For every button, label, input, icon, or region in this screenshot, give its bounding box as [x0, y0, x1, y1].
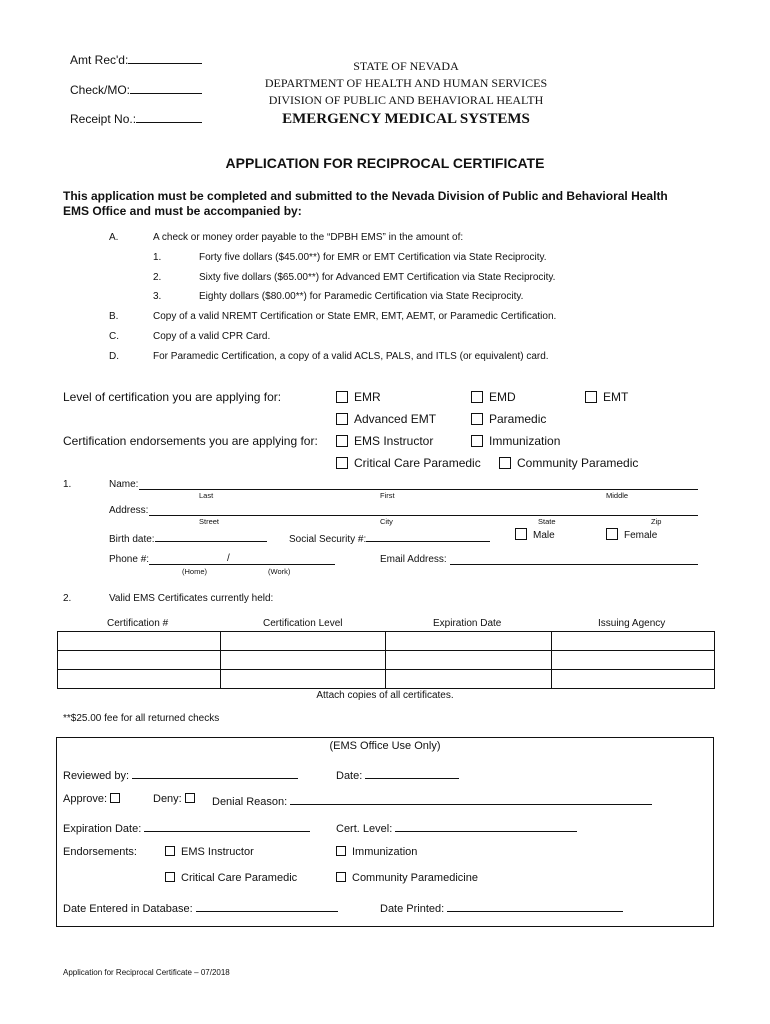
- name-last-caption: Last: [199, 491, 214, 500]
- receipt-number-field[interactable]: [70, 111, 202, 126]
- reviewed-by-label: Reviewed by:: [63, 770, 130, 782]
- intro-line-1: This application must be completed and submitted to the Nevada Division of Public and Behavioral Health: [63, 189, 668, 203]
- amt-received-field[interactable]: [70, 52, 202, 67]
- address-state-caption: State: [538, 517, 556, 526]
- agency-header: [250, 58, 562, 129]
- address-street-caption: Street: [199, 517, 220, 526]
- endorse-community-checkbox[interactable]: [499, 456, 638, 470]
- col-expiration: Expiration Date: [433, 618, 502, 629]
- req-b-text: Copy of a valid NREMT Certification or State EMR, EMT, AEMT, or Paramedic Certification.: [153, 311, 557, 322]
- col-cert-level: Certification Level: [263, 618, 343, 629]
- fee-item-num: 2.: [153, 272, 162, 283]
- checkbox-icon[interactable]: [585, 391, 597, 403]
- level-emd-label: EMD: [489, 390, 516, 404]
- table-cell[interactable]: [386, 632, 552, 651]
- req-a-text: A check or money order payable to the “DPBH EMS” in the amount of:: [153, 232, 464, 243]
- fee-item-num: 3.: [153, 291, 162, 302]
- req-a-letter: A.: [109, 232, 119, 243]
- phone-work-caption: (Work): [268, 567, 291, 576]
- check-mo-label: Check/MO:: [70, 83, 131, 97]
- office-immunization-label: Immunization: [352, 846, 418, 858]
- endorse-critical-care-label: Critical Care Paramedic: [354, 456, 481, 470]
- email-input-line[interactable]: [450, 564, 698, 565]
- ssn-label: Social Security #:: [289, 534, 367, 545]
- name-input-line[interactable]: [139, 489, 698, 490]
- review-date-line: [365, 767, 459, 779]
- review-date-field[interactable]: [336, 767, 459, 782]
- amt-received-line: [128, 52, 202, 64]
- level-paramedic-label: Paramedic: [489, 412, 547, 426]
- section-2-number: 2.: [63, 593, 72, 604]
- certificates-label: Valid EMS Certificates currently held:: [109, 593, 274, 604]
- denial-reason-line: [290, 793, 652, 805]
- office-immunization-checkbox[interactable]: [336, 846, 417, 858]
- phone-separator: /: [227, 553, 230, 564]
- office-endorsements-label: Endorsements:: [63, 846, 137, 858]
- birth-date-label: Birth date:: [109, 534, 155, 545]
- col-issuing-agency: Issuing Agency: [598, 618, 666, 629]
- checkbox-icon[interactable]: [515, 528, 527, 540]
- checkbox-icon[interactable]: [336, 435, 348, 447]
- endorse-immunization-checkbox[interactable]: [471, 434, 560, 448]
- table-row: [58, 632, 715, 651]
- table-cell[interactable]: [221, 632, 386, 651]
- office-ems-instructor-checkbox[interactable]: [165, 846, 254, 858]
- endorsements-label: Certification endorsements you are applying for:: [63, 434, 318, 448]
- address-city-caption: City: [380, 517, 393, 526]
- expiration-date-field[interactable]: [63, 820, 310, 835]
- fee-item-text: Forty five dollars ($45.00**) for EMR or EMT Certification via State Reciprocity.: [199, 252, 547, 263]
- checkbox-icon[interactable]: [606, 528, 618, 540]
- cert-level-field[interactable]: [336, 820, 577, 835]
- deny-label: Deny:: [153, 793, 182, 805]
- approve-label: Approve:: [63, 793, 108, 805]
- certificates-table: [57, 631, 715, 689]
- fee-item-num: 1.: [153, 252, 162, 263]
- office-critical-care-checkbox[interactable]: [165, 872, 297, 884]
- birth-date-field[interactable]: [109, 530, 267, 545]
- endorse-instructor-label: EMS Instructor: [354, 434, 434, 448]
- cert-level-line: [395, 820, 577, 832]
- req-d-letter: D.: [109, 351, 119, 362]
- level-paramedic-checkbox[interactable]: [471, 412, 546, 426]
- req-d-text: For Paramedic Certification, a copy of a valid ACLS, PALS, and ITLS (or equivalent) card.: [153, 351, 549, 362]
- denial-reason-field[interactable]: [212, 793, 652, 808]
- level-aemt-label: Advanced EMT: [354, 412, 437, 426]
- gender-male-checkbox[interactable]: [515, 528, 555, 541]
- fee-item-text: Eighty dollars ($80.00**) for Paramedic Certification via State Reciprocity.: [199, 291, 524, 302]
- date-entered-label: Date Entered in Database:: [63, 903, 193, 915]
- office-use-title: (EMS Office Use Only): [329, 740, 441, 752]
- intro-line-2: EMS Office and must be accompanied by:: [63, 204, 302, 218]
- checkbox-icon[interactable]: [471, 413, 483, 425]
- address-zip-caption: Zip: [651, 517, 662, 526]
- checkbox-icon[interactable]: [336, 872, 346, 882]
- checkbox-icon[interactable]: [471, 435, 483, 447]
- office-ems-instructor-label: EMS Instructor: [181, 846, 254, 858]
- returned-check-fee-note: **$25.00 fee for all returned checks: [63, 713, 220, 724]
- reviewed-by-field[interactable]: [63, 767, 298, 782]
- attach-note: Attach copies of all certificates.: [316, 690, 454, 701]
- level-emr-checkbox[interactable]: [336, 390, 381, 404]
- table-cell[interactable]: [58, 651, 221, 670]
- deny-field[interactable]: [153, 793, 201, 805]
- col-cert-number: Certification #: [107, 618, 169, 629]
- endorse-instructor-checkbox[interactable]: [336, 434, 433, 448]
- table-row: [58, 651, 715, 670]
- checkbox-icon[interactable]: [336, 457, 348, 469]
- name-label: Name:: [109, 479, 139, 490]
- denial-reason-label: Denial Reason:: [212, 796, 288, 808]
- table-cell[interactable]: [552, 670, 715, 689]
- level-label: Level of certification you are applying for:: [63, 390, 282, 404]
- req-c-letter: C.: [109, 331, 119, 342]
- address-input-line[interactable]: [149, 515, 698, 516]
- checkbox-icon[interactable]: [165, 872, 175, 882]
- expiration-date-line: [144, 820, 310, 832]
- ssn-field[interactable]: [289, 530, 490, 545]
- check-mo-line: [130, 82, 202, 94]
- division-name: DIVISION OF PUBLIC AND BEHAVIORAL HEALTH: [268, 93, 544, 107]
- table-cell[interactable]: [221, 670, 386, 689]
- req-b-letter: B.: [109, 311, 119, 322]
- deny-checkbox[interactable]: [185, 793, 195, 803]
- page-title: APPLICATION FOR RECIPROCAL CERTIFICATE: [225, 155, 545, 171]
- reviewed-by-line: [132, 767, 298, 779]
- gender-female-checkbox[interactable]: [606, 528, 657, 541]
- level-aemt-checkbox[interactable]: [336, 412, 436, 426]
- table-cell[interactable]: [386, 651, 552, 670]
- table-cell[interactable]: [221, 651, 386, 670]
- req-c-text: Copy of a valid CPR Card.: [153, 331, 271, 342]
- table-cell[interactable]: [386, 670, 552, 689]
- endorse-immunization-label: Immunization: [489, 434, 561, 448]
- checkbox-icon[interactable]: [336, 413, 348, 425]
- table-row: [58, 670, 715, 689]
- ssn-line: [366, 530, 490, 542]
- date-printed-field[interactable]: [380, 900, 623, 915]
- table-cell[interactable]: [58, 632, 221, 651]
- date-entered-line: [196, 900, 338, 912]
- expiration-date-label: Expiration Date:: [63, 823, 142, 835]
- birth-date-line: [155, 530, 267, 542]
- receipt-number-label: Receipt No.:: [70, 112, 137, 126]
- table-cell[interactable]: [58, 670, 221, 689]
- endorse-critical-care-checkbox[interactable]: [336, 456, 481, 470]
- checkbox-icon[interactable]: [336, 391, 348, 403]
- office-critical-care-label: Critical Care Paramedic: [181, 872, 298, 884]
- approve-checkbox[interactable]: [110, 793, 120, 803]
- review-date-label: Date:: [336, 770, 363, 782]
- table-cell[interactable]: [552, 632, 715, 651]
- office-community-checkbox[interactable]: [336, 872, 478, 884]
- date-entered-field[interactable]: [63, 900, 338, 915]
- phone-label: Phone #:: [109, 554, 150, 565]
- level-emt-label: EMT: [603, 390, 629, 404]
- amt-received-label: Amt Rec'd:: [70, 53, 129, 67]
- endorse-community-label: Community Paramedic: [517, 456, 639, 470]
- receipt-number-line: [136, 111, 202, 123]
- checkbox-icon[interactable]: [336, 846, 346, 856]
- date-printed-label: Date Printed:: [380, 903, 445, 915]
- level-emt-checkbox[interactable]: [585, 390, 628, 404]
- address-label: Address:: [109, 505, 149, 516]
- approve-field[interactable]: [63, 793, 126, 805]
- state-name: STATE OF NEVADA: [353, 59, 459, 73]
- gender-female-label: Female: [624, 530, 658, 541]
- gender-male-label: Male: [533, 530, 555, 541]
- name-first-caption: First: [380, 491, 395, 500]
- checkbox-icon[interactable]: [471, 391, 483, 403]
- check-mo-field[interactable]: [70, 82, 202, 97]
- level-emd-checkbox[interactable]: [471, 390, 516, 404]
- level-emr-label: EMR: [354, 390, 381, 404]
- department-name: DEPARTMENT OF HEALTH AND HUMAN SERVICES: [264, 76, 548, 90]
- fee-item-text: Sixty five dollars ($65.00**) for Advanced EMT Certification via State Reciprocity.: [199, 272, 556, 283]
- section-1-number: 1.: [63, 479, 72, 490]
- date-printed-line: [447, 900, 623, 912]
- table-cell[interactable]: [552, 651, 715, 670]
- office-community-label: Community Paramedicine: [352, 872, 478, 884]
- email-label: Email Address:: [380, 554, 447, 565]
- ems-name: EMERGENCY MEDICAL SYSTEMS: [282, 111, 530, 127]
- checkbox-icon[interactable]: [499, 457, 511, 469]
- checkbox-icon[interactable]: [165, 846, 175, 856]
- phone-home-caption: (Home): [182, 567, 208, 576]
- name-middle-caption: Middle: [606, 491, 629, 500]
- cert-level-label: Cert. Level:: [336, 823, 393, 835]
- phone-input-line[interactable]: [149, 564, 335, 565]
- footer-form-id: Application for Reciprocal Certificate – 07/2018: [63, 968, 230, 977]
